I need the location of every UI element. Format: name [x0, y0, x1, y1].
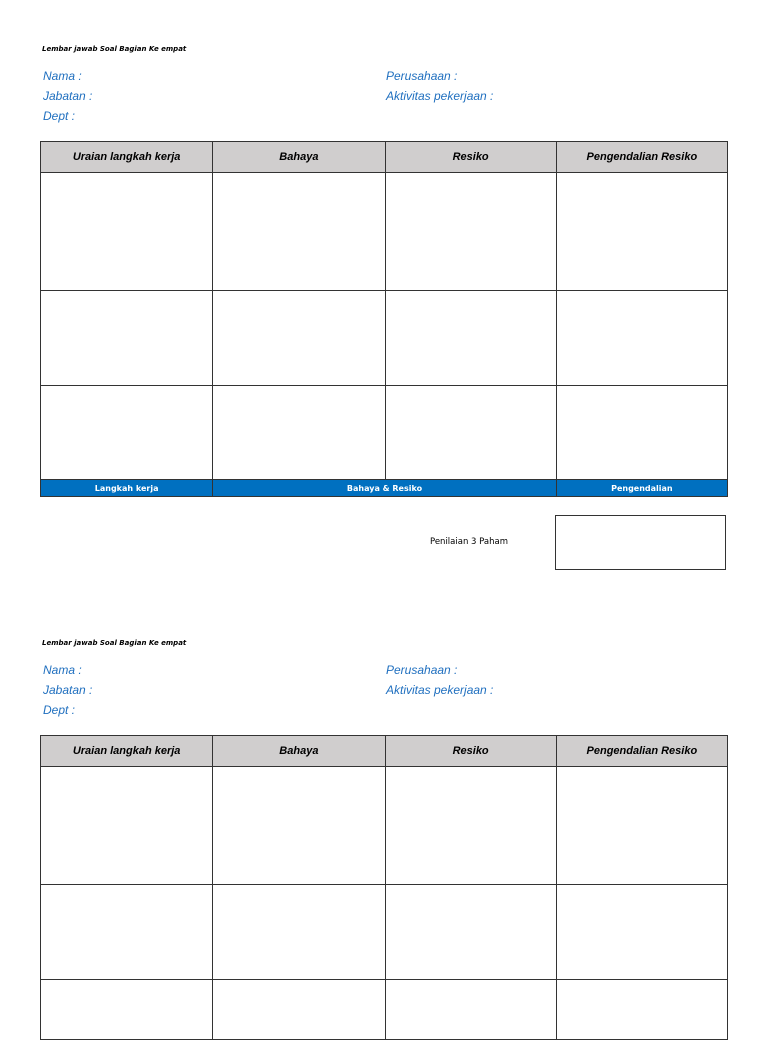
summary-bahaya-resiko: Bahaya & Resiko — [213, 480, 556, 497]
answer-cell[interactable] — [385, 386, 556, 480]
header-bahaya: Bahaya — [213, 736, 385, 767]
header-resiko: Resiko — [385, 736, 556, 767]
answer-cell[interactable] — [385, 885, 556, 980]
summary-pengendalian: Pengendalian — [556, 480, 727, 497]
header-pengendalian: Pengendalian Resiko — [556, 736, 727, 767]
answer-cell[interactable] — [556, 386, 727, 480]
summary-row — [41, 480, 728, 497]
answer-cell[interactable] — [41, 767, 213, 885]
hazard-analysis-table — [40, 735, 728, 1040]
perusahaan-field[interactable]: Perusahaan : — [386, 663, 458, 677]
summary-langkah: Langkah kerja — [41, 480, 213, 497]
dept-field[interactable]: Dept : — [43, 109, 76, 123]
answer-cell[interactable] — [213, 980, 385, 1040]
answer-cell[interactable] — [385, 173, 556, 291]
sheet-title: Lembar jawab Soal Bagian Ke empat — [42, 45, 187, 53]
answer-cell[interactable] — [556, 885, 727, 980]
answer-cell[interactable] — [556, 980, 727, 1040]
hazard-analysis-table — [40, 141, 728, 497]
answer-cell[interactable] — [213, 173, 385, 291]
header-uraian: Uraian langkah kerja — [41, 736, 213, 767]
answer-cell[interactable] — [41, 980, 213, 1040]
answer-cell[interactable] — [556, 291, 727, 386]
answer-cell[interactable] — [213, 885, 385, 980]
answer-cell[interactable] — [41, 386, 213, 480]
header-bahaya: Bahaya — [213, 142, 385, 173]
table-row — [41, 173, 728, 291]
nama-field[interactable]: Nama : — [43, 69, 82, 83]
table-header-row — [41, 142, 728, 173]
table-row — [41, 386, 728, 480]
table-row — [41, 291, 728, 386]
score-box[interactable] — [555, 515, 726, 570]
table-header-row — [41, 736, 728, 767]
answer-cell[interactable] — [213, 767, 385, 885]
answer-cell[interactable] — [213, 291, 385, 386]
dept-field[interactable]: Dept : — [43, 703, 76, 717]
answer-cell[interactable] — [41, 291, 213, 386]
answer-cell[interactable] — [385, 980, 556, 1040]
aktivitas-field[interactable]: Aktivitas pekerjaan : — [386, 89, 494, 103]
table-row — [41, 980, 728, 1040]
answer-cell[interactable] — [385, 767, 556, 885]
jabatan-field[interactable]: Jabatan : — [43, 683, 93, 697]
header-resiko: Resiko — [385, 142, 556, 173]
table-row — [41, 767, 728, 885]
answer-cell[interactable] — [556, 767, 727, 885]
sheet-title: Lembar jawab Soal Bagian Ke empat — [42, 639, 187, 647]
header-uraian: Uraian langkah kerja — [41, 142, 213, 173]
header-pengendalian: Pengendalian Resiko — [556, 142, 727, 173]
answer-cell[interactable] — [556, 173, 727, 291]
perusahaan-field[interactable]: Perusahaan : — [386, 69, 458, 83]
answer-cell[interactable] — [41, 885, 213, 980]
nama-field[interactable]: Nama : — [43, 663, 82, 677]
score-label: Penilaian 3 Paham — [430, 537, 508, 547]
answer-cell[interactable] — [41, 173, 213, 291]
aktivitas-field[interactable]: Aktivitas pekerjaan : — [386, 683, 494, 697]
jabatan-field[interactable]: Jabatan : — [43, 89, 93, 103]
table-row — [41, 885, 728, 980]
answer-cell[interactable] — [213, 386, 385, 480]
answer-cell[interactable] — [385, 291, 556, 386]
